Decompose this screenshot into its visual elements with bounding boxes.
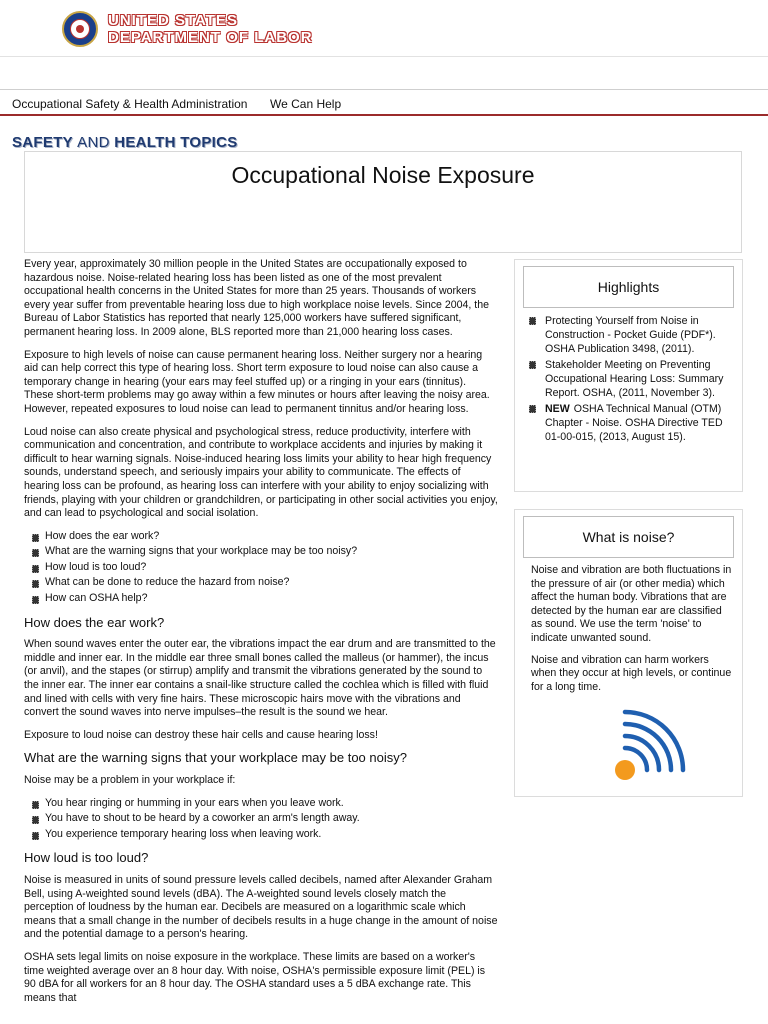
- table-of-contents: [32, 530, 498, 606]
- warning-intro: Noise may be a problem in your workplace if:: [24, 774, 236, 786]
- page-title-box: [24, 151, 742, 253]
- intro-paragraph: Exposure to high levels of noise can cause permanent hearing loss. Neither surgery nor a hearing aid can help correct this type of hearing loss. Short term exposure to loud noise can also cause a temporary change in hearing (your ears may feel stuffed up) or a ringing in your ears (tinnitus). These short-term problems may go away within a few minutes or hours after leaving the noisy area. However, repeated exposures to loud noise can lead to permanent tinnitus and/or hearing loss.: [24, 348, 490, 415]
- department-seal-icon[interactable]: [62, 11, 98, 47]
- section-heading-loud: How loud is too loud?: [24, 850, 149, 866]
- highlights-heading: Highlights: [523, 266, 734, 308]
- top-navigation: [0, 90, 768, 116]
- page-title: Occupational Noise Exposure: [231, 162, 535, 188]
- list-item: You hear ringing or humming in your ears when you leave work.: [32, 797, 498, 811]
- toc-link[interactable]: How can OSHA help?: [32, 592, 498, 606]
- highlights-list: [529, 314, 734, 444]
- intro-paragraph: Loud noise can also create physical and psychological stress, reduce productivity, interfere with communication and concentration, and contribute to workplace accidents and injuries by making it difficult to hear warning signals. Noise-induced hearing loss limits your ability to hear high frequency sounds, understand speech, and seriously impairs your ability to communicate. The effects of hearing loss can be profound, as hearing loss can interfere with your ability to enjoy socializing with friends, playing with your children or grandchildren, or participating in other social activities you enjoy, and can lead to psychological and social isolation.: [24, 425, 498, 520]
- section-heading-ear: How does the ear work?: [24, 614, 165, 630]
- new-badge: NEW: [545, 403, 570, 415]
- highlight-link[interactable]: Stakeholder Meeting on Preventing Occupational Hearing Loss: Summary Report. OSHA, (2011, November 3).: [529, 358, 734, 400]
- list-item: You have to shout to be heard by a coworker an arm's length away.: [32, 812, 498, 826]
- loud-paragraph: OSHA sets legal limits on noise exposure in the workplace. These limits are based on a worker's time weighted average over an 8 hour day. With noise, OSHA's permissible exposure limit (PEL) is 90 dBA for all workers for an 8 hour day. The OSHA standard uses a 5 dBA exchange rate. This means that: [24, 950, 486, 1004]
- highlight-link[interactable]: Protecting Yourself from Noise in Construction - Pocket Guide (PDF*). OSHA Publication 3498, (2011).: [529, 314, 734, 356]
- nav-link-we-can-help[interactable]: We Can Help: [270, 97, 342, 111]
- highlight-link[interactable]: NEW OSHA Technical Manual (OTM) Chapter - Noise. OSHA Directive TED 01-00-015, (2013, August 15).: [529, 402, 734, 444]
- intro-paragraph: Every year, approximately 30 million people in the United States are occupationally exposed to hazardous noise. Noise-related hearing loss has been listed as one of the most prevalent occupational health concerns in the United States for more than 25 years. Thousands of workers every year suffer from preventable hearing loss due to high workplace noise levels. Since 2004, the Bureau of Labor Statistics has reported that nearly 125,000 workers have suffered significant, permanent hearing loss. In 2009 alone, BLS reported more than 21,000 hearing loss cases.: [24, 258, 490, 338]
- warning-list: [32, 797, 498, 842]
- main-content: [24, 258, 498, 1014]
- nav-link-osha[interactable]: Occupational Safety & Health Administration: [12, 97, 248, 111]
- toc-link[interactable]: What are the warning signs that your workplace may be too noisy?: [32, 545, 498, 559]
- loud-paragraph: Noise is measured in units of sound pressure levels called decibels, named after Alexander Graham Bell, using A-weighted sound levels (dBA). The A-weighted sound levels closely match the perception of loudness by the human ear. Decibels are measured on a logarithmic scale which means that a small change in the number of decibels results in a huge change in the amount of noise and the potential damage to a person's hearing.: [24, 873, 498, 941]
- noise-harm-text: Noise and vibration can harm workers when they occur at high levels, or continue for a long time.: [531, 653, 732, 693]
- ear-paragraph: Exposure to loud noise can destroy these hair cells and cause hearing loss!: [24, 728, 378, 741]
- safety-health-topics-banner[interactable]: SAFETY AND HEALTH TOPICS: [12, 134, 238, 151]
- search-bar-area: [0, 57, 768, 90]
- list-item: You experience temporary hearing loss when leaving work.: [32, 828, 498, 842]
- site-header: [0, 0, 768, 57]
- what-is-noise-heading: What is noise?: [523, 516, 734, 558]
- noise-definition: Noise and vibration are both fluctuations in the pressure of air (or other media) which affect the human body. Vibrations that are detected by the human ear are classified as sound. We use the term 'noise' to indicate unwanted sound.: [531, 564, 732, 644]
- toc-link[interactable]: What can be done to reduce the hazard from noise?: [32, 576, 498, 590]
- toc-link[interactable]: How does the ear work?: [32, 530, 498, 544]
- what-is-noise-box: [514, 509, 743, 797]
- sound-waves-icon: [611, 704, 691, 784]
- highlights-box: [514, 259, 743, 492]
- section-heading-warning: What are the warning signs that your workplace may be too noisy?: [24, 750, 407, 766]
- ear-paragraph: When sound waves enter the outer ear, the vibrations impact the ear drum and are transmitted to the middle and inner ear. In the middle ear three small bones called the malleus (or hammer), the incus (or anvil), and the stapes (or stirrup) amplify and transmit the vibrations generated by the sound to the inner ear. The inner ear contains a snail-like structure called the cochlea which is filled with fluid and lined with cells with very fine hairs. These microscopic hairs move with the vibrations and convert the sound waves into nerve impulses–the result is the sound we hear.: [24, 638, 496, 719]
- toc-link[interactable]: How loud is too loud?: [32, 561, 498, 575]
- department-brand[interactable]: UNITED STATES DEPARTMENT OF LABOR: [108, 12, 313, 46]
